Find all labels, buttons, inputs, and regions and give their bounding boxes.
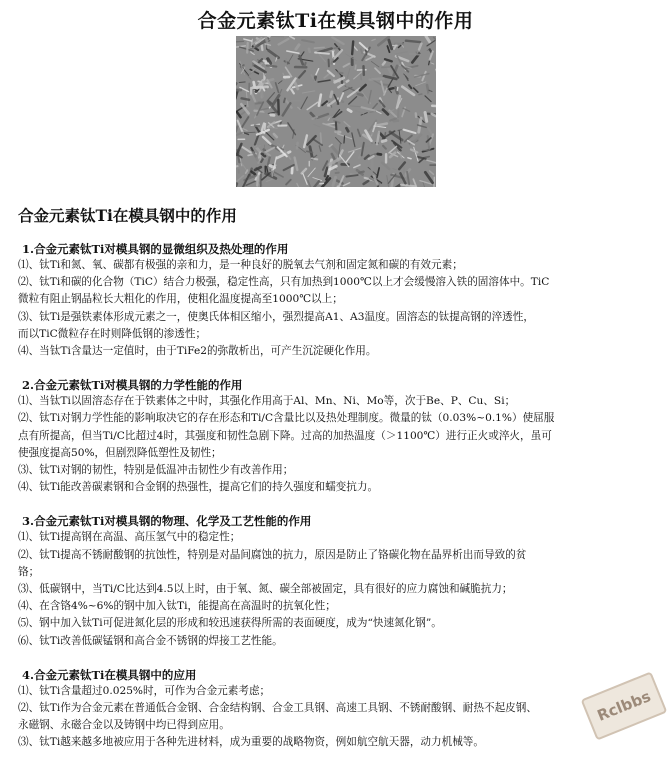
- section-paragraph-line: 而以TiC微粒存在时则降低钢的渗透性；: [18, 326, 658, 343]
- section-paragraph-line: ⑵、钛Ti提高不锈耐酸钢的抗蚀性，特别是对晶间腐蚀的抗力，原因是防止了铬碳化物在晶界析出而导致的贫: [18, 547, 658, 564]
- microstructure-texture: [236, 36, 436, 187]
- section-paragraph-line: ⑵、钛Ti对钢力学性能的影响取决它的存在形态和Ti/C含量比以及热处理制度。微量的钛（0.03%~0.1%）使屈服: [18, 410, 658, 427]
- section-paragraph-line: ⑶、低碳钢中，当Ti/C比达到4.5以上时，由于氧、氮、碳全部被固定，具有很好的应力腐蚀和碱脆抗力；: [18, 581, 658, 598]
- page-title: 合金元素钛Ti在模具钢中的作用: [0, 6, 671, 33]
- section-paragraph-line: 微粒有阻止钢晶粒长大粗化的作用，使粗化温度提高至1000℃以上；: [18, 291, 658, 308]
- section-paragraph-line: ⑴、当钛Ti以固溶态存在于铁素体之中时，其强化作用高于Al、Mn、Ni、Mo等，次于Be、P、Cu、Si；: [18, 393, 658, 410]
- section-paragraph-line: ⑷、钛Ti能改善碳素钢和合金钢的热强性，提高它们的持久强度和蠕变抗力。: [18, 479, 658, 496]
- section-paragraph-line: ⑷、当钛Ti含量达一定值时，由于TiFe2的弥散析出，可产生沉淀硬化作用。: [18, 343, 658, 360]
- section-paragraph-line: ⑸、钢中加入钛Ti可促进氮化层的形成和较迅速获得所需的表面硬度，成为“快速氮化钢”。: [18, 615, 658, 632]
- article-section: [18, 377, 658, 496]
- section-paragraph-line: ⑵、钛Ti和碳的化合物（TiC）结合力极强，稳定性高，只有加热到1000℃以上才会缓慢溶入铁的固溶体中。TiC: [18, 274, 658, 291]
- article-section: [18, 513, 658, 649]
- section-heading: 3.合金元素钛Ti对模具钢的物理、化学及工艺性能的作用: [18, 513, 658, 529]
- section-paragraph-line: ⑴、钛Ti提高钢在高温、高压氢气中的稳定性；: [18, 529, 658, 546]
- section-paragraph-line: ⑹、钛Ti改善低碳锰钢和高合金不锈钢的焊接工艺性能。: [18, 633, 658, 650]
- article-section: [18, 241, 658, 360]
- section-paragraph-line: 点有所提高，但当Ti/C比超过4时，其强度和韧性急剧下降。过高的加热温度（＞1100℃）进行正火或淬火，虽可: [18, 428, 658, 445]
- microstructure-photo: [236, 36, 436, 187]
- section-heading: 1.合金元素钛Ti对模具钢的显微组织及热处理的作用: [18, 241, 658, 257]
- section-paragraph-line: ⑴、钛Ti和氮、氧、碳都有极强的亲和力，是一种良好的脱氧去气剂和固定氮和碳的有效元素；: [18, 257, 658, 274]
- section-heading: 2.合金元素钛Ti对模具钢的力学性能的作用: [18, 377, 658, 393]
- section-paragraph-line: ⑶、钛Ti对钢的韧性，特别是低温冲击韧性少有改善作用；: [18, 462, 658, 479]
- section-paragraph-line: ⑷、在含铬4%~6%的钢中加入钛Ti，能提高在高温时的抗氧化性；: [18, 598, 658, 615]
- section-paragraph-line: 永磁钢、永磁合金以及铸钢中均已得到应用。: [18, 717, 658, 734]
- section-paragraph-line: 使强度提高50%，但剧烈降低塑性及韧性；: [18, 445, 658, 462]
- article-section: [18, 667, 658, 752]
- section-paragraph-line: 铬；: [18, 564, 658, 581]
- article-body: [18, 241, 658, 769]
- section-heading: 4.合金元素钛Ti在模具钢中的应用: [18, 667, 658, 683]
- article-subtitle: 合金元素钛Ti在模具钢中的作用: [18, 204, 237, 226]
- section-paragraph-line: ⑵、钛Ti作为合金元素在普通低合金钢、合金结构钢、合金工具钢、高速工具钢、不锈耐酸钢、耐热不起皮钢、: [18, 700, 658, 717]
- section-paragraph-line: ⑶、钛Ti是强铁素体形成元素之一，使奥氏体相区缩小，强烈提高A1、A3温度。固溶态的钛提高钢的淬透性，: [18, 309, 658, 326]
- section-paragraph-line: ⑴、钛Ti含量超过0.025%时，可作为合金元素考虑；: [18, 683, 658, 700]
- watermark-text: Rclbbs: [595, 687, 654, 725]
- section-paragraph-line: ⑶、钛Ti越来越多地被应用于各种先进材料，成为重要的战略物资，例如航空航天器，动力机械等。: [18, 734, 658, 751]
